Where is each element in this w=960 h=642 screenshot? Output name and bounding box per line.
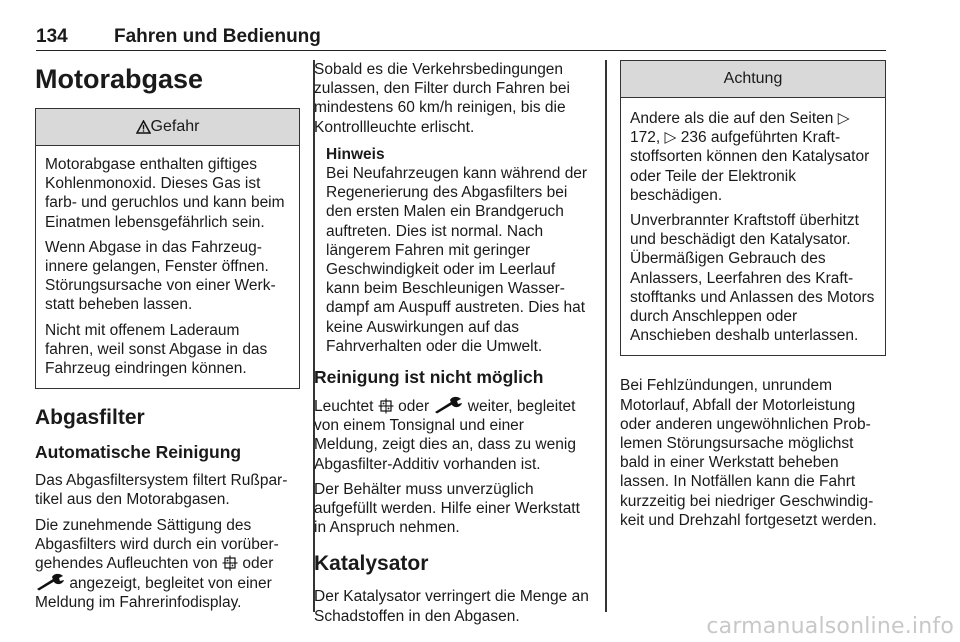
column-1 xyxy=(35,56,300,619)
page-ref-arrow-icon: ▷ xyxy=(837,110,850,127)
section-title: Fahren und Bedienung xyxy=(114,26,321,47)
note-text: Bei Neufahrzeugen kann während der Regenerierung des Abgasfilters bei den ersten Malen ein Brandgeruch auftreten. Dies ist normal. Nach längerem Fahren mit geringer Geschwindigkeit oder im Leerlauf kann beim Beschleunigen Wasserdampf am Auspuff austreten. Dies hat keine Auswirkungen auf das Fahrverhalten oder die Umwelt. xyxy=(326,165,588,355)
page-ref[interactable]: 172, xyxy=(630,129,661,147)
caution-label: Achtung xyxy=(621,61,885,98)
danger-paragraph: Wenn Abgase in das Fahrzeuginnere gelangen, Fenster öffnen. Störungsursache von einer Werkstatt beheben lassen. xyxy=(45,238,276,314)
note-title: Hinweis xyxy=(326,145,385,163)
danger-box xyxy=(35,108,300,389)
danger-header xyxy=(36,109,299,146)
body-paragraph: Sobald es die Verkehrsbedingungen zulassen, den Filter durch Fahren bei mindestens 60 km/h reinigen, bis die Kontrollleuchte erlischt. xyxy=(314,61,570,136)
caution-paragraph: Unverbrannter Kraftstoff überhitzt und beschädigt den Katalysator. Übermäßigen Gebrauch des Anlassers, Leerfahren des Kraftstofftanks und Anlassen des Motors durch Anschleppen oder Anschieben deshalb unterlassen. xyxy=(630,212,875,345)
subheading-auto-cleaning: Automatische Reinigung xyxy=(35,442,242,463)
body-paragraph: Bei Fehlzündungen, unrundem Motorlauf, Abfall der Motorleistung oder anderen ungewöhnlichen Problemen Störungsursache möglichst bald in einer Werkstatt beheben lassen. In Notfällen kann die Fahrt kurzzeitig bei niedriger Geschwindigkeit und Drehzahl fortgesetzt werden. xyxy=(620,377,877,529)
body-paragraph xyxy=(35,516,300,613)
page-title: Motorabgase xyxy=(35,64,204,94)
wrench-icon xyxy=(35,573,65,591)
subheading-no-cleaning: Reinigung ist nicht möglich xyxy=(314,367,544,388)
particle-filter-icon xyxy=(378,398,394,414)
particle-filter-icon xyxy=(222,555,238,571)
wrench-icon xyxy=(433,396,463,414)
warning-triangle-icon xyxy=(136,120,151,134)
section-heading-abgasfilter: Abgasfilter xyxy=(35,406,145,430)
body-paragraph: Der Katalysator verringert die Menge an Schadstoffen in den Abgasen. xyxy=(314,588,589,625)
text-run: angezeigt, begleitet von einer Meldung im Fahrerinfodisplay. xyxy=(35,575,272,612)
page-header xyxy=(36,26,886,51)
section-heading-catalyst: Katalysator xyxy=(314,552,429,576)
caution-box xyxy=(620,60,886,356)
page-ref[interactable]: 236 aufgeführten Kraftstoffsorten können den Katalysator oder Teile der Elektronik beschädigen. xyxy=(630,129,870,204)
body-paragraph: Das Abgasfiltersystem filtert Rußpartikel aus den Motorabgasen. xyxy=(35,472,288,509)
danger-paragraph: Nicht mit offenem Laderaum fahren, weil sonst Abgase in das Fahrzeug eindringen können. xyxy=(45,321,268,378)
column-2 xyxy=(314,60,592,632)
column-divider xyxy=(605,60,607,612)
danger-label: Gefahr xyxy=(150,118,200,135)
column-3 xyxy=(620,60,886,536)
caution-paragraph xyxy=(630,109,877,205)
text-run: Die zunehmende Sättigung des Abgasfilters wird durch ein vorübergehendes Aufleuchten von xyxy=(35,516,279,573)
page-ref-arrow-icon: ▷ xyxy=(664,129,677,147)
body-paragraph: Der Behälter muss unverzüglich aufgefüllt werden. Hilfe einer Werkstatt in Anspruch nehmen. xyxy=(314,480,580,537)
note-block xyxy=(314,145,592,356)
watermark: carmanualsonline.info xyxy=(706,614,954,639)
danger-paragraph: Motorabgase enthalten giftiges Kohlenmonoxid. Dieses Gas ist farb- und geruchlos und kann beim Einatmen lebensgefährlich sein. xyxy=(45,156,285,231)
text-run: oder xyxy=(242,555,274,573)
page-number: 134 xyxy=(36,26,68,47)
body-paragraph xyxy=(314,396,592,474)
text-run: Andere als die auf den Seiten xyxy=(630,110,834,127)
text-run: oder xyxy=(398,398,430,416)
text-run: Leuchtet xyxy=(314,398,374,416)
text-run: weiter, begleitet von einem Tonsignal und einer Meldung, zeigt dies an, dass zu wenig Abgasfilter-Additiv vorhanden ist. xyxy=(314,398,576,473)
